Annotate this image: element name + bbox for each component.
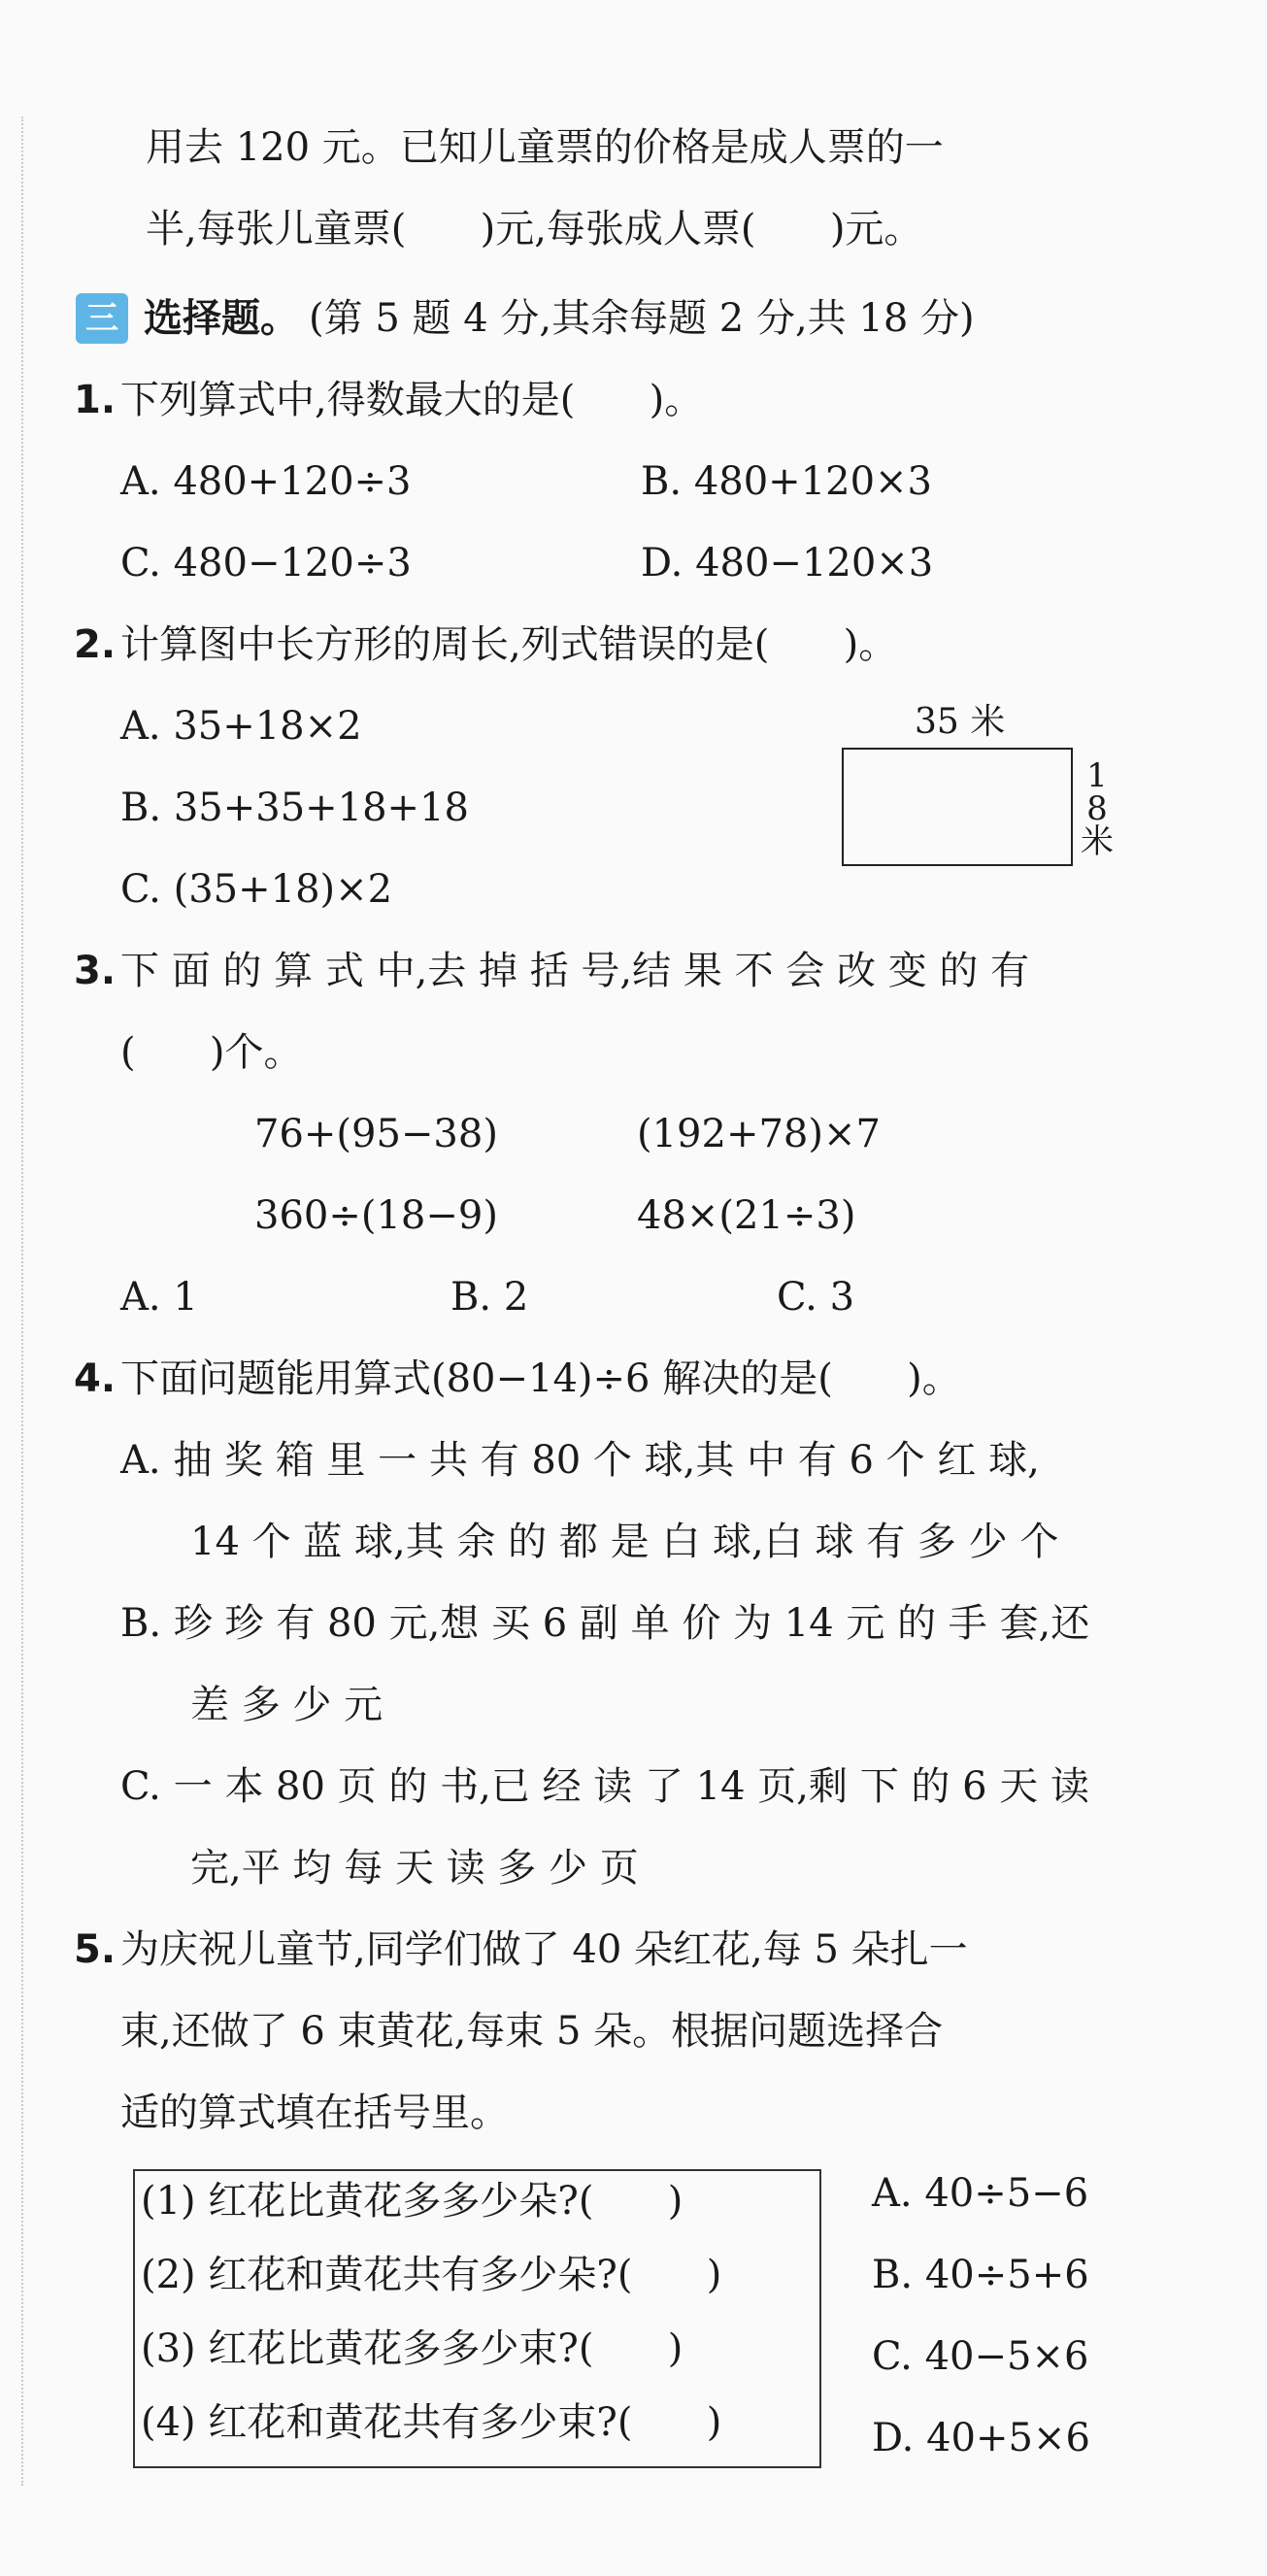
- q5-number: 5.: [74, 1927, 117, 1972]
- q2-stem: 计算图中长方形的周长,列式错误的是( )。: [120, 622, 898, 667]
- q1-option-b[interactable]: B. 480+120×3: [641, 459, 932, 504]
- q5-stem-line-2: 束,还做了 6 束黄花,每束 5 朵。根据问题选择合: [120, 2009, 944, 2054]
- q4-option-b-line-1[interactable]: B. 珍 珍 有 80 元,想 买 6 副 单 价 为 14 元 的 手 套,还: [120, 1601, 1090, 1646]
- q2-option-a[interactable]: A. 35+18×2: [120, 704, 362, 749]
- q3-number: 3.: [74, 949, 117, 993]
- q3-stem-line-1: 下 面 的 算 式 中,去 掉 括 号,结 果 不 会 改 变 的 有: [120, 949, 1030, 993]
- q3-option-b[interactable]: B. 2: [450, 1275, 529, 1320]
- rect-height-label: 18米: [1081, 756, 1114, 861]
- q5-stem-line-1: 为庆祝儿童节,同学们做了 40 朵红花,每 5 朵扎一: [120, 1927, 968, 1972]
- q1-option-c[interactable]: C. 480−120÷3: [120, 541, 412, 585]
- q3-expression-4: 48×(21÷3): [637, 1193, 856, 1238]
- section-title: 选择题。: [144, 296, 299, 341]
- q5-question-4[interactable]: (4) 红花和黄花共有多少束?( ): [141, 2400, 722, 2445]
- q4-option-a-line-2[interactable]: 14 个 蓝 球,其 余 的 都 是 白 球,白 球 有 多 少 个: [190, 1520, 1059, 1564]
- q1-option-d[interactable]: D. 480−120×3: [641, 541, 934, 585]
- q5-question-1[interactable]: (1) 红花比黄花多多少朵?( ): [141, 2179, 684, 2224]
- q2-option-b[interactable]: B. 35+35+18+18: [120, 786, 469, 830]
- q1-option-a[interactable]: A. 480+120÷3: [120, 459, 412, 504]
- q5-choice-c: C. 40−5×6: [872, 2334, 1089, 2379]
- section-badge: [76, 293, 128, 344]
- intro-line-2: 半,每张儿童票( )元,每张成人票( )元。: [146, 207, 923, 251]
- q5-stem-line-3: 适的算式填在括号里。: [120, 2091, 509, 2135]
- q2-number: 2.: [74, 622, 117, 667]
- q3-option-a[interactable]: A. 1: [120, 1275, 198, 1320]
- q3-stem-line-2: ( )个。: [120, 1030, 303, 1075]
- section-note: (第 5 题 4 分,其余每题 2 分,共 18 分): [309, 296, 975, 341]
- q5-choice-d: D. 40+5×6: [872, 2416, 1090, 2460]
- q1-stem: 下列算式中,得数最大的是( )。: [120, 378, 704, 422]
- q1-number: 1.: [74, 378, 117, 422]
- q4-option-b-line-2[interactable]: 差 多 少 元: [190, 1683, 383, 1727]
- rectangle-figure: [842, 748, 1073, 866]
- q5-choice-b: B. 40÷5+6: [872, 2253, 1089, 2297]
- q3-expression-1: 76+(95−38): [254, 1112, 498, 1156]
- q2-option-c[interactable]: C. (35+18)×2: [120, 867, 393, 912]
- q3-expression-3: 360÷(18−9): [254, 1193, 498, 1238]
- q4-option-c-line-2[interactable]: 完,平 均 每 天 读 多 少 页: [190, 1846, 639, 1890]
- binding-margin-line: [21, 117, 23, 2486]
- rect-width-label: 35 米: [915, 702, 1006, 742]
- q3-option-c[interactable]: C. 3: [777, 1275, 855, 1320]
- q4-stem: 下面问题能用算式(80−14)÷6 解决的是( )。: [120, 1356, 961, 1401]
- q4-option-c-line-1[interactable]: C. 一 本 80 页 的 书,已 经 读 了 14 页,剩 下 的 6 天 读: [120, 1764, 1090, 1809]
- section-badge-number: 三: [85, 299, 118, 338]
- q4-number: 4.: [74, 1356, 117, 1401]
- intro-line-1: 用去 120 元。已知儿童票的价格是成人票的一: [146, 125, 944, 170]
- q5-question-2[interactable]: (2) 红花和黄花共有多少朵?( ): [141, 2253, 722, 2297]
- q3-expression-2: (192+78)×7: [637, 1112, 881, 1156]
- q5-choice-a: A. 40÷5−6: [872, 2171, 1089, 2216]
- q4-option-a-line-1[interactable]: A. 抽 奖 箱 里 一 共 有 80 个 球,其 中 有 6 个 红 球,: [120, 1438, 1040, 1483]
- q5-question-3[interactable]: (3) 红花比黄花多多少束?( ): [141, 2326, 684, 2371]
